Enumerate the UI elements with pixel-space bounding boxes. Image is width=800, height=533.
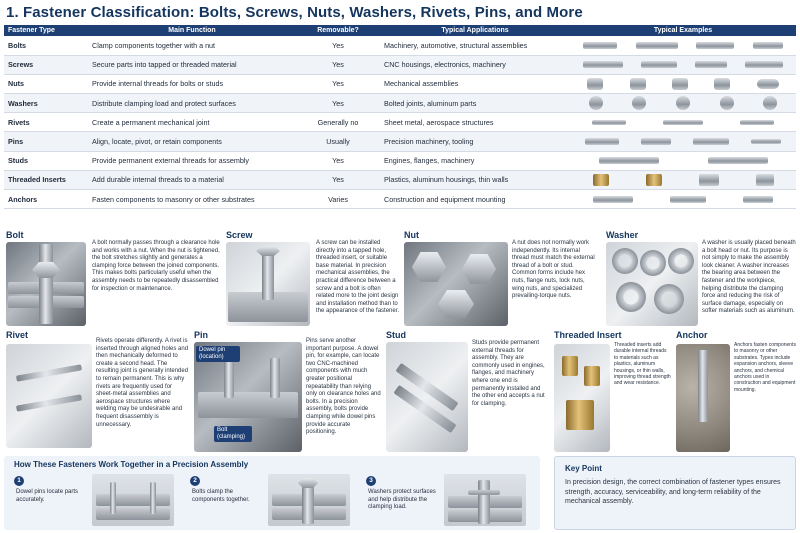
row-type: Studs bbox=[4, 151, 88, 170]
washer-card bbox=[604, 230, 796, 328]
card-text: A washer is usually placed beneath a bolt head or nut. Its purpose is not simply to make the assembly look cleaner. A washer increases the bearing area between the fastener and the workpiece, helping distribute the clamping force and reducing the risk of surface damage, especially on softer materials such as aluminum. bbox=[702, 240, 796, 315]
insert-example-icon bbox=[756, 174, 774, 186]
row-applications: Construction and equipment mounting bbox=[380, 190, 570, 209]
row-function: Provide internal threads for bolts or studs bbox=[88, 74, 296, 93]
wing-nut-shape bbox=[438, 290, 474, 318]
bolt-shape bbox=[478, 480, 490, 524]
step-number: 2 bbox=[190, 476, 200, 486]
pin-example-icon bbox=[641, 138, 671, 145]
row-examples bbox=[570, 74, 796, 93]
step-text: Dowel pins locate parts accurately. bbox=[16, 489, 79, 503]
table-row bbox=[4, 55, 796, 74]
table-row bbox=[4, 132, 796, 151]
assembly-step bbox=[360, 472, 530, 528]
row-removable: Yes bbox=[296, 151, 380, 170]
pin-image bbox=[194, 342, 302, 452]
row-applications: Machinery, automotive, structural assemblies bbox=[380, 36, 570, 55]
screw-shape bbox=[262, 250, 274, 300]
washer-image bbox=[606, 242, 698, 326]
bolt-card bbox=[4, 230, 222, 328]
row-function: Secure parts into tapped or threaded material bbox=[88, 55, 296, 74]
nut-example-icon bbox=[587, 78, 603, 90]
row-removable: Yes bbox=[296, 74, 380, 93]
step-number: 3 bbox=[366, 476, 376, 486]
card-text: Threaded inserts add durable internal threads to materials such as plastics, aluminum housings, or thin walls, improving thread strength and wear resistance. bbox=[614, 342, 671, 387]
nut-shape bbox=[412, 252, 446, 282]
table-row bbox=[4, 36, 796, 55]
stud-example-icon bbox=[708, 157, 768, 164]
row-type: Screws bbox=[4, 55, 88, 74]
stud-image bbox=[386, 342, 468, 452]
dowel-pin-shape bbox=[270, 358, 280, 398]
row-type: Pins bbox=[4, 132, 88, 151]
row-removable: Usually bbox=[296, 132, 380, 151]
bolt-example-icon bbox=[636, 42, 678, 49]
key-point-panel bbox=[554, 456, 796, 530]
rivet-example-icon bbox=[663, 120, 703, 125]
nut-card bbox=[402, 230, 598, 328]
row-removable: Varies bbox=[296, 190, 380, 209]
screw-card bbox=[224, 230, 400, 328]
row-examples bbox=[570, 36, 796, 55]
bolt-example-icon bbox=[583, 42, 617, 49]
row-examples bbox=[570, 94, 796, 113]
table-row bbox=[4, 190, 796, 209]
insert-example-icon bbox=[699, 174, 719, 186]
row-examples bbox=[570, 132, 796, 151]
washer-example-icon bbox=[763, 96, 777, 110]
insert-example-icon bbox=[646, 174, 662, 186]
card-text: A screw can be installed directly into a tapped hole, threaded insert, or suitable base material. In precision mechanical assemblies, the practical difference between a screw and a bolt is often related more to the joint design and installation method than to the appearance of the fastener. bbox=[316, 240, 400, 315]
screw-image bbox=[226, 242, 310, 326]
card-text: Pins serve another important purpose. A dowel pin, for example, can locate two CNC-machined components with much greater positional repeatability than relying only on clearance holes and bolts. In a precision assembly, bolts provide clamping while dowel pins provide accurate positioning. bbox=[306, 338, 381, 436]
nut-example-icon bbox=[630, 78, 646, 90]
row-type: Bolts bbox=[4, 36, 88, 55]
row-removable: Yes bbox=[296, 94, 380, 113]
nut-example-icon bbox=[714, 78, 730, 90]
row-function: Provide permanent external threads for assembly bbox=[88, 151, 296, 170]
bolt-shaft-shape bbox=[39, 244, 53, 324]
washer-example-icon bbox=[676, 96, 690, 110]
pin-example-icon bbox=[693, 138, 729, 145]
table-row bbox=[4, 94, 796, 113]
nut-shape bbox=[32, 262, 60, 278]
screw-example-icon bbox=[583, 61, 623, 68]
key-point-title: Key Point bbox=[565, 464, 602, 473]
anchor-shape bbox=[698, 350, 708, 422]
bolt-image bbox=[6, 242, 86, 326]
anchor-example-icon bbox=[743, 196, 773, 203]
row-applications: CNC housings, electronics, machinery bbox=[380, 55, 570, 74]
card-title: Anchor bbox=[676, 330, 708, 340]
plate-shape bbox=[96, 508, 170, 520]
card-title: Washer bbox=[606, 230, 639, 240]
stud-example-icon bbox=[599, 157, 659, 164]
row-function: Clamp components together with a nut bbox=[88, 36, 296, 55]
row-type: Rivets bbox=[4, 113, 88, 132]
card-title: Rivet bbox=[6, 330, 29, 340]
assembly-title: How These Fasteners Work Together in a Precision Assembly bbox=[14, 460, 249, 469]
header-main-function: Main Function bbox=[88, 25, 296, 36]
step-text: Bolts clamp the components together. bbox=[192, 489, 250, 503]
rivet-shape bbox=[16, 394, 82, 411]
row-function: Distribute clamping load and protect surfaces bbox=[88, 94, 296, 113]
anchor-card bbox=[674, 330, 796, 454]
rivet-card bbox=[4, 330, 190, 454]
step-image bbox=[268, 474, 350, 526]
step-image bbox=[92, 474, 174, 526]
screw-example-icon bbox=[745, 61, 783, 68]
rivet-example-icon bbox=[740, 120, 774, 125]
row-function: Fasten components to masonry or other substrates bbox=[88, 190, 296, 209]
dowel-pin-shape bbox=[224, 358, 234, 398]
fastener-table bbox=[4, 25, 796, 209]
insert-image bbox=[554, 344, 610, 452]
dowel-pin-shape bbox=[110, 482, 116, 514]
insert-shape bbox=[584, 366, 600, 386]
row-function: Align, locate, pivot, or retain components bbox=[88, 132, 296, 151]
dowel-pin-label: Dowel pin (location) bbox=[196, 346, 240, 362]
pin-card bbox=[192, 330, 382, 454]
washer-shape bbox=[616, 282, 646, 312]
row-type: Washers bbox=[4, 94, 88, 113]
stud-card bbox=[384, 330, 550, 454]
assembly-step bbox=[184, 472, 354, 528]
step-text: Washers protect surfaces and help distribute the clamping load. bbox=[368, 489, 436, 510]
page-title: 1. Fastener Classification: Bolts, Screws, Nuts, Washers, Rivets, Pins, and More bbox=[6, 4, 583, 21]
screw-example-icon bbox=[695, 61, 727, 68]
assembly-step bbox=[8, 472, 178, 528]
row-applications: Mechanical assemblies bbox=[380, 74, 570, 93]
rivet-example-icon bbox=[592, 120, 626, 125]
card-title: Stud bbox=[386, 330, 406, 340]
row-removable: Yes bbox=[296, 55, 380, 74]
card-text: Anchors fasten components to masonry or other substrates. Types include expansion anchors, sleeve anchors, and chemical anchors used in construction and equipment mounting. bbox=[734, 342, 796, 393]
card-title: Pin bbox=[194, 330, 209, 340]
nut-image bbox=[404, 242, 508, 326]
bolt-example-icon bbox=[753, 42, 783, 49]
bolt-label: Bolt (clamping) bbox=[214, 426, 252, 442]
row-removable: Yes bbox=[296, 36, 380, 55]
row-type: Anchors bbox=[4, 190, 88, 209]
row-applications: Engines, flanges, machinery bbox=[380, 151, 570, 170]
row-removable: Generally no bbox=[296, 113, 380, 132]
washer-shape bbox=[468, 490, 500, 495]
washer-shape bbox=[654, 284, 684, 314]
nut-example-icon bbox=[672, 78, 688, 90]
anchor-example-icon bbox=[593, 196, 633, 203]
row-type: Threaded Inserts bbox=[4, 170, 88, 189]
washer-example-icon bbox=[720, 96, 734, 110]
assembly-panel bbox=[4, 456, 540, 530]
header-typical-applications: Typical Applications bbox=[380, 25, 570, 36]
row-examples bbox=[570, 190, 796, 209]
table-header-row bbox=[4, 25, 796, 36]
plate-shape bbox=[198, 392, 298, 418]
header-removable: Removable? bbox=[296, 25, 380, 36]
table-row bbox=[4, 170, 796, 189]
anchor-image bbox=[676, 344, 730, 452]
insert-shape bbox=[562, 356, 578, 376]
insert-shape bbox=[566, 400, 594, 430]
washer-shape bbox=[612, 248, 638, 274]
insert-example-icon bbox=[593, 174, 609, 186]
row-function: Add durable internal threads to a material bbox=[88, 170, 296, 189]
header-typical-examples: Typical Examples bbox=[570, 25, 796, 36]
nut-shape bbox=[298, 478, 318, 488]
row-applications: Bolted joints, aluminum parts bbox=[380, 94, 570, 113]
step-image bbox=[444, 474, 526, 526]
row-examples bbox=[570, 55, 796, 74]
dowel-pin-shape bbox=[150, 482, 156, 514]
table-row bbox=[4, 74, 796, 93]
washer-example-icon bbox=[632, 96, 646, 110]
row-removable: Yes bbox=[296, 170, 380, 189]
row-function: Create a permanent mechanical joint bbox=[88, 113, 296, 132]
card-text: A bolt normally passes through a clearance hole and works with a nut. When the nut is tightened, the bolt stretches slightly and generates a clamping force between the joined components. This makes bolts particularly useful when the assembly needs to be repeatedly disassembled for inspection or maintenance. bbox=[92, 240, 220, 292]
row-examples bbox=[570, 113, 796, 132]
row-examples bbox=[570, 170, 796, 189]
key-point-text: In precision design, the correct combination of fastener types ensures strength, accuracy, serviceability, and long-term reliability of the mechanical assembly. bbox=[565, 479, 781, 505]
wing-nut-example-icon bbox=[757, 79, 779, 89]
washer-shape bbox=[668, 248, 694, 274]
anchor-example-icon bbox=[670, 196, 706, 203]
card-text: Rivets operate differently. A rivet is inserted through aligned holes and then mechanically deformed to create a second head. The resulting joint is generally intended to remain permanent. This is why rivets are frequently used for sheet-metal assemblies and aerospace structures where welding may be undesirable and frequent disassembly is unnecessary. bbox=[96, 338, 189, 428]
table-row bbox=[4, 151, 796, 170]
card-title: Threaded Insert bbox=[554, 330, 622, 340]
card-title: Bolt bbox=[6, 230, 24, 240]
pin-example-icon bbox=[585, 138, 619, 145]
screw-example-icon bbox=[641, 61, 677, 68]
screw-head-shape bbox=[256, 246, 280, 256]
row-applications: Sheet metal, aerospace structures bbox=[380, 113, 570, 132]
washer-shape bbox=[640, 250, 666, 276]
rivet-image bbox=[6, 344, 92, 448]
plate-shape bbox=[96, 494, 170, 506]
rivet-shape bbox=[16, 364, 82, 381]
step-number: 1 bbox=[14, 476, 24, 486]
card-title: Screw bbox=[226, 230, 253, 240]
row-applications: Plastics, aluminum housings, thin walls bbox=[380, 170, 570, 189]
row-applications: Precision machinery, tooling bbox=[380, 132, 570, 151]
table-row bbox=[4, 113, 796, 132]
row-type: Nuts bbox=[4, 74, 88, 93]
threaded-insert-card bbox=[552, 330, 672, 454]
card-title: Nut bbox=[404, 230, 419, 240]
cotter-pin-example-icon bbox=[751, 139, 781, 144]
header-fastener-type: Fastener Type bbox=[4, 25, 88, 36]
washer-example-icon bbox=[589, 96, 603, 110]
card-text: Studs provide permanent external threads for assembly. They are commonly used in engines, flanges, and machinery where one end is permanently installed and the other end accepts a nut for clamping. bbox=[472, 340, 545, 407]
card-text: A nut does not normally work independently. Its internal thread must match the external thread of a bolt or stud. Common forms include hex nuts, flange nuts, lock nuts, wing nuts, and specialized prevailing-torque nuts. bbox=[512, 240, 595, 300]
nut-shape bbox=[462, 254, 496, 284]
row-examples bbox=[570, 151, 796, 170]
bolt-example-icon bbox=[696, 42, 734, 49]
